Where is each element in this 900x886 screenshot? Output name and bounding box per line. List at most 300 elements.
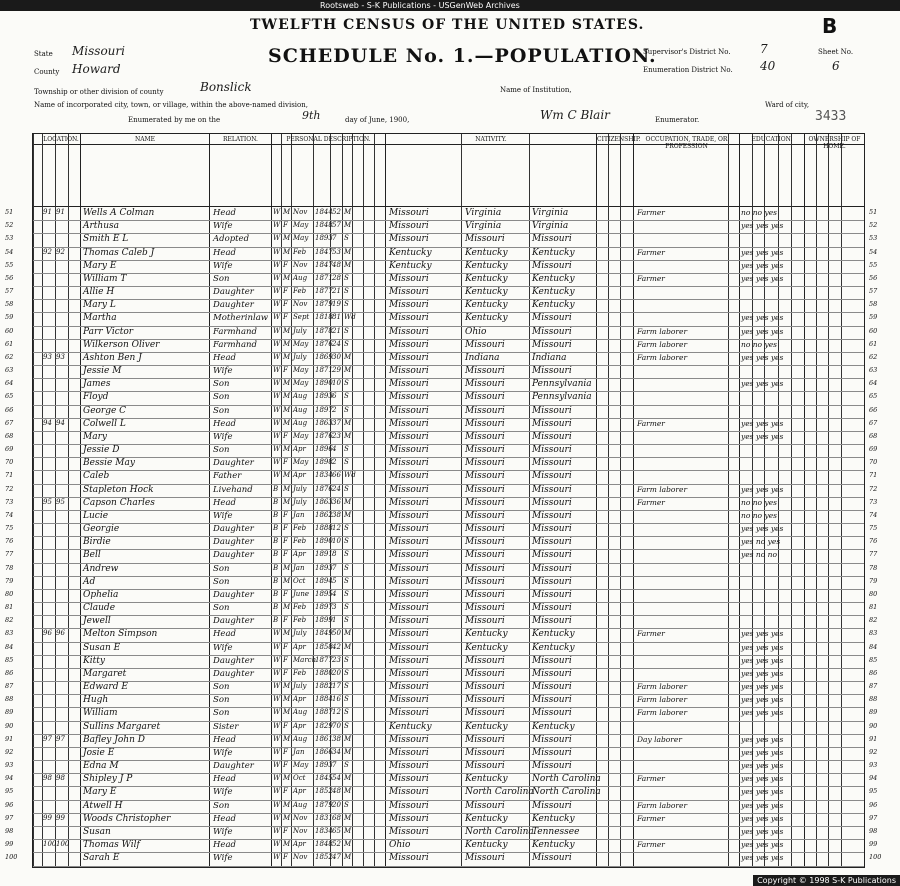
cell-yr: 1879 [315, 300, 333, 309]
cell-sex: M [283, 484, 291, 493]
row-number-right: 78 [869, 563, 878, 572]
cell-sex: M [283, 840, 291, 849]
row-number: 83 [5, 629, 14, 638]
cell-age: 65 [332, 826, 341, 835]
cell-mbp: Kentucky [532, 273, 575, 284]
cell-sex: M [283, 603, 291, 612]
cell-mbp: Missouri [532, 260, 572, 271]
cell-name: James [83, 379, 111, 390]
row-number: 60 [5, 326, 14, 335]
cell-yr: 1845 [315, 774, 333, 783]
table-row [5, 589, 878, 601]
cell-mbp: Virginia [532, 221, 569, 232]
table-row [5, 734, 878, 746]
cell-sex: F [283, 550, 288, 559]
row-number: 54 [5, 247, 14, 256]
cell-mbp: Missouri [532, 431, 572, 442]
cell-yr: 1858 [315, 642, 333, 651]
row-number: 90 [5, 721, 14, 730]
enumerator-name: Wm C Blair [540, 108, 610, 122]
cell-bp: Missouri [389, 642, 429, 653]
cell-edu: yes yes yes [741, 642, 784, 652]
cell-rel: Son [213, 273, 230, 284]
cell-age: 24 [332, 339, 341, 348]
cell-fbp: Missouri [465, 708, 505, 719]
cell-name: Caleb [83, 471, 110, 482]
cell-yr: 1834 [315, 471, 333, 480]
cell-name: Atwell H [83, 800, 123, 811]
table-row [5, 800, 878, 812]
cell-race: B [273, 576, 279, 585]
state-value: Missouri [72, 44, 125, 58]
cell-sex: M [283, 392, 291, 401]
cell-name: Kitty [83, 655, 105, 666]
cell-race: W [273, 339, 281, 348]
cell-edu: yes no no [741, 550, 777, 560]
cell-yr: 1880 [315, 668, 333, 677]
cell-fbp: Missouri [465, 761, 505, 772]
cell-age: 7 [332, 234, 337, 243]
cell-rel: Livehand [213, 484, 253, 495]
cell-ms: M [344, 247, 352, 256]
cell-fbp: Missouri [465, 734, 505, 745]
cell-race: W [273, 445, 281, 454]
row-number-right: 61 [869, 339, 878, 348]
cell-fbp: Missouri [465, 800, 505, 811]
row-number: 76 [5, 537, 14, 546]
cell-bp: Kentucky [389, 247, 432, 258]
cell-yr: 1895 [315, 589, 333, 598]
cell-age: 81 [332, 313, 341, 322]
row-number: 91 [5, 734, 14, 743]
cell-name: Jessie D [83, 445, 120, 456]
cell-race: W [273, 234, 281, 243]
cell-name: Edna M [83, 761, 119, 772]
cell-sex: F [283, 642, 288, 651]
table-row [5, 458, 878, 469]
cell-race: W [273, 747, 281, 756]
cell-sex: F [283, 510, 288, 519]
cell-occ: Day laborer [637, 734, 682, 744]
cell-sex: F [283, 721, 288, 730]
cell-rel: Daughter [213, 761, 254, 772]
cell-race: W [273, 366, 281, 375]
row-number-right: 90 [869, 721, 878, 730]
cell-yr: 1863 [315, 497, 333, 506]
cell-rel: Daughter [213, 524, 254, 535]
cell-rel: Wife [213, 510, 233, 521]
row-number-right: 81 [869, 603, 878, 612]
cell-sex: M [283, 734, 291, 743]
cell-mo: Apr [293, 840, 306, 849]
enumerator-label: Enumerator. [655, 116, 700, 124]
cell-rel: Son [213, 682, 230, 693]
enumerated-label: Enumerated by me on the [128, 116, 221, 124]
table-row [5, 287, 878, 298]
row-number-right: 68 [869, 431, 878, 440]
cell-age: 19 [332, 300, 341, 309]
enumeration-value: 40 [760, 59, 776, 73]
stamp-number: 3433 [815, 109, 847, 124]
cell-age: 21 [332, 287, 341, 296]
row-number: 68 [5, 431, 14, 440]
cell-rel: Daughter [213, 300, 254, 311]
cell-ms: S [344, 563, 349, 572]
cell-age: 1 [332, 616, 337, 625]
cell-fbp: Missouri [465, 510, 505, 521]
cell-fbp: Missouri [465, 458, 505, 469]
cell-sex: F [283, 747, 288, 756]
cell-sex: M [283, 405, 291, 414]
cell-mbp: Missouri [532, 550, 572, 561]
cell-sex: F [283, 853, 288, 862]
cell-mo: Aug [293, 800, 308, 809]
row-number-right: 95 [869, 787, 878, 796]
cell-ms: S [344, 392, 349, 401]
cell-name: Allie H [83, 287, 115, 298]
cell-sex: M [283, 471, 291, 480]
cell-fbp: Missouri [465, 616, 505, 627]
cell-dw: 95 [43, 497, 52, 506]
cell-ms: S [344, 655, 349, 664]
table-row [5, 668, 878, 680]
cell-mo: July [293, 352, 307, 361]
cell-sex: M [283, 247, 291, 256]
row-number: 57 [5, 287, 14, 296]
cell-name: Melton Simpson [83, 629, 158, 640]
cell-name: Woods Christopher [83, 813, 171, 824]
cell-yr: 1877 [315, 655, 333, 664]
cell-bp: Missouri [389, 392, 429, 403]
cell-mbp: Missouri [532, 405, 572, 416]
sheet-letter: B [822, 14, 838, 38]
row-number-right: 85 [869, 655, 878, 664]
table-row [5, 273, 878, 285]
cell-mo: Jan [293, 747, 305, 756]
cell-age: 47 [332, 853, 341, 862]
cell-rel: Daughter [213, 589, 254, 600]
cell-yr: 1848 [315, 221, 333, 230]
cell-mo: Feb [293, 287, 307, 296]
cell-occ: Farmer [637, 497, 665, 507]
sheet-value: 6 [832, 59, 840, 73]
cell-bp: Missouri [389, 813, 429, 824]
table-row [5, 234, 878, 245]
cell-bp: Missouri [389, 524, 429, 535]
table-row [5, 497, 878, 509]
cell-sex: M [283, 418, 291, 427]
cell-sex: F [283, 761, 288, 770]
cell-sex: M [283, 326, 291, 335]
cell-dw: 99 [43, 813, 52, 822]
cell-yr: 1898 [315, 458, 333, 467]
row-number-right: 67 [869, 418, 878, 427]
row-number: 79 [5, 576, 14, 585]
row-number: 82 [5, 616, 14, 625]
row-number: 71 [5, 471, 14, 480]
cell-bp: Missouri [389, 761, 429, 772]
cell-yr: 1862 [315, 510, 333, 519]
cell-ms: S [344, 616, 349, 625]
table-row [5, 695, 878, 706]
cell-bp: Missouri [389, 629, 429, 640]
cell-race: W [273, 392, 281, 401]
row-number-right: 63 [869, 366, 878, 375]
cell-occ: Farm laborer [637, 695, 688, 705]
cell-fbp: Missouri [465, 471, 505, 482]
cell-mbp: Tennessee [532, 826, 580, 837]
row-number: 77 [5, 550, 14, 559]
cell-fbp: Missouri [465, 484, 505, 495]
cell-age: 36 [332, 497, 341, 506]
cell-race: W [273, 813, 281, 822]
cell-sex: M [283, 708, 291, 717]
census-table [5, 133, 882, 868]
cell-edu: yes yes yes [741, 668, 784, 678]
cell-mbp: Missouri [532, 800, 572, 811]
cell-name: Stapleton Hock [83, 484, 154, 495]
cell-age: 66 [332, 471, 341, 480]
cell-yr: 1844 [315, 208, 333, 216]
cell-bp: Missouri [389, 537, 429, 548]
cell-mo: May [293, 761, 309, 770]
cell-race: B [273, 589, 279, 598]
row-number: 89 [5, 708, 14, 717]
table-row [5, 484, 878, 496]
cell-age: 21 [332, 326, 341, 335]
cell-rel: Wife [213, 260, 233, 271]
cell-age: 10 [332, 379, 341, 388]
cell-mbp: Missouri [532, 484, 572, 495]
cell-mo: Feb [293, 537, 307, 546]
cell-mo: Nov [293, 853, 308, 862]
cell-sex: F [283, 366, 288, 375]
cell-race: B [273, 603, 279, 612]
row-number-right: 75 [869, 524, 878, 533]
cell-mo: Apr [293, 550, 306, 559]
cell-mbp: Missouri [532, 510, 572, 521]
copyright-notice: Copyright © 1998 S-K Publications [753, 875, 900, 886]
cell-occ: Farmer [637, 208, 665, 217]
cell-edu: yes yes yes [741, 695, 784, 705]
cell-yr: 1869 [315, 352, 333, 361]
cell-mbp: Missouri [532, 853, 572, 864]
cell-name: Mary E [83, 260, 117, 271]
cell-yr: 1871 [315, 366, 333, 375]
cell-yr: 1893 [315, 563, 333, 572]
cell-mbp: Missouri [532, 366, 572, 377]
cell-fbp: Indiana [465, 352, 500, 363]
cell-mbp: Kentucky [532, 300, 575, 311]
row-number: 100 [5, 853, 18, 862]
cell-rel: Daughter [213, 668, 254, 679]
cell-race: B [273, 550, 279, 559]
cell-mo: May [293, 366, 309, 375]
cell-mbp: Missouri [532, 695, 572, 706]
row-number-right: 94 [869, 774, 878, 783]
cell-rel: Head [213, 352, 236, 363]
cell-mbp: Kentucky [532, 642, 575, 653]
cell-mbp: Virginia [532, 208, 569, 218]
row-number-right: 72 [869, 484, 878, 493]
cell-edu: yes yes yes [741, 629, 784, 639]
cell-name: Edward E [83, 682, 128, 693]
cell-mbp: Missouri [532, 747, 572, 758]
cell-age: 2 [332, 405, 337, 414]
cell-edu: yes yes yes [741, 682, 784, 692]
cell-rel: Son [213, 800, 230, 811]
row-number: 53 [5, 234, 14, 243]
row-number-right: 80 [869, 589, 878, 598]
cell-rel: Sister [213, 721, 239, 732]
cell-name: Susan [83, 826, 111, 837]
cell-yr: 1897 [315, 405, 333, 414]
cell-occ: Farmer [637, 813, 665, 823]
cell-occ: Farm laborer [637, 352, 688, 362]
cell-rel: Farmhand [213, 326, 257, 337]
cell-fbp: Kentucky [465, 774, 508, 785]
cell-age: 34 [332, 747, 341, 756]
cell-mbp: Missouri [532, 708, 572, 719]
cell-edu: yes yes yes [741, 761, 784, 771]
cell-yr: 1863 [315, 418, 333, 427]
cell-fam: 98 [56, 774, 65, 783]
cell-fbp: Missouri [465, 392, 505, 403]
cell-yr: 1818 [315, 313, 333, 322]
cell-rel: Daughter [213, 537, 254, 548]
cell-race: W [273, 458, 281, 467]
cell-age: 37 [332, 418, 341, 427]
cell-bp: Missouri [389, 379, 429, 390]
table-row [5, 655, 878, 667]
cell-fbp: Kentucky [465, 813, 508, 824]
cell-fbp: Kentucky [465, 313, 508, 324]
cell-edu: yes yes yes [741, 787, 784, 797]
cell-edu: yes yes yes [741, 484, 784, 494]
cell-bp: Missouri [389, 708, 429, 719]
cell-age: 70 [332, 721, 341, 730]
cell-ms: M [344, 260, 352, 269]
table-row [5, 339, 878, 351]
cell-yr: 1848 [315, 840, 333, 849]
cell-sex: F [283, 787, 288, 796]
cell-age: 4 [332, 445, 337, 454]
cell-ms: M [344, 208, 352, 216]
cell-edu: yes yes yes [741, 379, 784, 389]
cell-mbp: Missouri [532, 497, 572, 508]
cell-fbp: Missouri [465, 655, 505, 666]
cell-fbp: Missouri [465, 445, 505, 456]
cell-mo: Oct [293, 576, 306, 585]
cell-age: 54 [332, 774, 341, 783]
cell-edu: no no yes [741, 510, 777, 520]
cell-fbp: Missouri [465, 497, 505, 508]
table-row [5, 471, 878, 482]
cell-ms: S [344, 800, 349, 809]
cell-mo: May [293, 234, 309, 243]
cell-bp: Missouri [389, 747, 429, 758]
cell-ms: Wd [344, 313, 356, 322]
row-number-right: 59 [869, 313, 878, 322]
cell-fbp: Virginia [465, 221, 502, 232]
cell-mo: Nov [293, 826, 308, 835]
col-group-location: LOCATION. [43, 136, 79, 143]
cell-name: Claude [83, 603, 116, 614]
table-row [5, 603, 878, 614]
cell-mo: Sept [293, 313, 310, 322]
cell-mo: July [293, 484, 307, 493]
table-row [5, 840, 878, 851]
cell-bp: Missouri [389, 603, 429, 614]
cell-mo: July [293, 497, 307, 506]
ward-label: Ward of city, [765, 101, 810, 109]
cell-rel: Wife [213, 747, 233, 758]
cell-mo: May [293, 458, 309, 467]
row-number-right: 84 [869, 642, 878, 651]
row-number: 63 [5, 366, 14, 375]
cell-rel: Daughter [213, 616, 254, 627]
cell-yr: 1899 [315, 616, 333, 625]
cell-race: W [273, 326, 281, 335]
cell-bp: Missouri [389, 497, 429, 508]
cell-fbp: Kentucky [465, 642, 508, 653]
cell-bp: Missouri [389, 445, 429, 456]
cell-yr: 1890 [315, 537, 333, 546]
row-number: 81 [5, 603, 14, 612]
cell-race: W [273, 273, 281, 282]
cell-yr: 1893 [315, 761, 333, 770]
table-row [5, 418, 878, 430]
cell-name: Bell [83, 550, 101, 561]
cell-occ: Farm laborer [637, 682, 688, 692]
cell-ms: M [344, 734, 352, 743]
cell-race: B [273, 563, 279, 572]
table-row [5, 510, 878, 522]
cell-age: 2 [332, 458, 337, 467]
cell-edu: yes yes yes [741, 326, 784, 336]
cell-name: Bafley John D [83, 734, 145, 745]
row-number: 86 [5, 668, 14, 677]
row-number: 94 [5, 774, 14, 783]
cell-ms: S [344, 287, 349, 296]
cell-name: Susan E [83, 642, 121, 653]
cell-occ: Farm laborer [637, 339, 688, 349]
cell-fbp: Missouri [465, 431, 505, 442]
cell-mbp: Missouri [532, 445, 572, 456]
cell-rel: Head [213, 629, 236, 640]
cell-age: 16 [332, 695, 341, 704]
cell-rel: Daughter [213, 550, 254, 561]
cell-age: 7 [332, 563, 337, 572]
table-row [5, 221, 878, 232]
cell-mo: May [293, 379, 309, 388]
cell-ms: S [344, 484, 349, 493]
table-row [5, 682, 878, 693]
cell-mo: Aug [293, 734, 308, 743]
cell-edu: yes yes yes [741, 853, 784, 863]
cell-bp: Missouri [389, 616, 429, 627]
cell-rel: Wife [213, 642, 233, 653]
cell-name: Thomas Wilf [83, 840, 140, 851]
cell-sex: M [283, 497, 291, 506]
cell-mbp: Missouri [532, 589, 572, 600]
cell-mo: Feb [293, 524, 307, 533]
township-label: Township or other division of county [34, 88, 164, 96]
cell-ms: S [344, 273, 349, 282]
cell-occ: Farmer [637, 418, 665, 428]
cell-mo: May [293, 431, 309, 440]
cell-ms: S [344, 589, 349, 598]
